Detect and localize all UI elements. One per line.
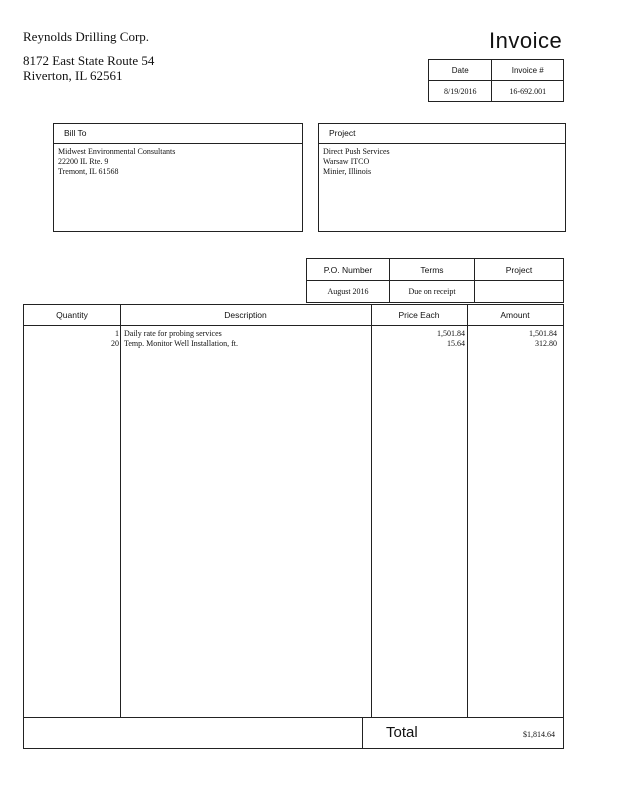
total-bar [23,717,564,749]
quantity-cell: 1 [115,329,119,338]
column-divider [467,305,468,717]
bill-to-address [54,144,302,180]
project-box-label: Project [319,124,565,144]
price-each-header: Price Each [398,310,440,320]
description-cell: Daily rate for probing services [124,329,222,338]
project-box [318,123,566,232]
project-line: Warsaw ITCO [323,157,370,166]
bill-to-line: Midwest Environmental Consultants [58,147,176,156]
quantity-cell: 20 [111,339,119,348]
price-cell: 15.64 [447,339,465,348]
company-name: Reynolds Drilling Corp. [23,29,150,44]
total-label: Total [386,724,418,741]
invoice-meta-table [428,59,564,102]
invoice-number-label: Invoice # [492,60,564,81]
invoice-number-value: 16-692.001 [492,81,564,102]
project-box-address [319,144,565,180]
price-cell: 1,501.84 [437,329,465,338]
column-divider [371,305,372,717]
company-address-line1: 8172 East State Route 54 [23,53,155,68]
bill-to-box [53,123,303,232]
total-divider [362,718,363,748]
table-row [24,339,563,349]
description-header: Description [224,310,267,320]
po-terms-table [306,258,564,303]
po-project-label: Project [475,259,564,281]
document-title: Invoice [489,28,563,53]
project-line: Direct Push Services [323,147,390,156]
po-number-value: August 2016 [307,281,390,303]
terms-value: Due on receipt [390,281,475,303]
bill-to-line: Tremont, IL 61568 [58,167,119,176]
project-line: Minier, Illinois [323,167,372,176]
bill-to-line: 22200 IL Rte. 9 [58,157,109,166]
amount-cell: 312.80 [535,339,557,348]
table-row [24,329,563,339]
date-value: 8/19/2016 [429,81,492,102]
description-cell: Temp. Monitor Well Installation, ft. [124,339,238,348]
company-address-line2: Riverton, IL 62561 [23,68,123,83]
amount-header: Amount [500,310,530,320]
total-value: $1,814.64 [523,730,555,739]
quantity-header: Quantity [56,310,88,320]
amount-cell: 1,501.84 [529,329,557,338]
column-divider [120,305,121,717]
date-label: Date [429,60,492,81]
line-items-table [23,304,564,718]
po-number-label: P.O. Number [307,259,390,281]
terms-label: Terms [390,259,475,281]
po-project-value [475,281,564,303]
bill-to-label: Bill To [54,124,302,144]
